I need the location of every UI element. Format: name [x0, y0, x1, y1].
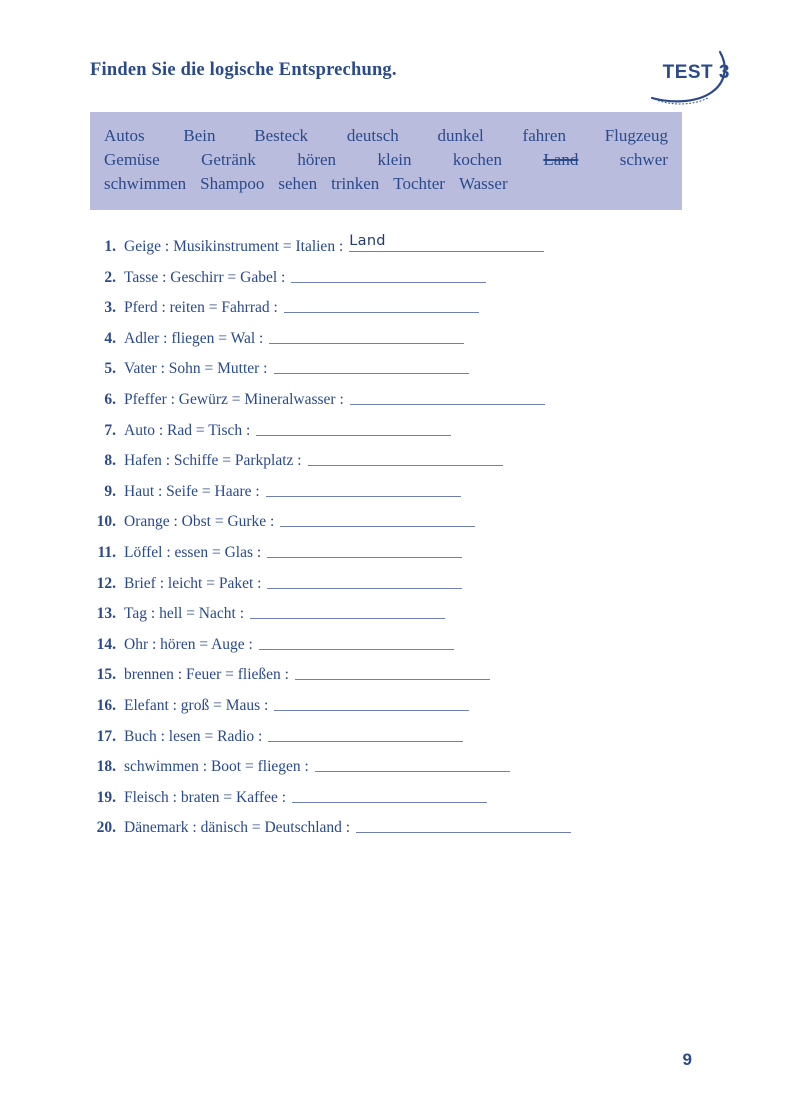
exercise-number: 9. [104, 482, 116, 500]
exercise-number: 7. [104, 421, 116, 439]
exercise-prompt: Vater : Sohn = Mutter : [124, 360, 268, 378]
word-bank-row [104, 124, 668, 148]
exercise-number: 13. [96, 605, 116, 623]
answer-blank[interactable] [308, 451, 503, 466]
answer-blank[interactable] [266, 482, 461, 497]
exercise-number: 11. [97, 543, 116, 561]
test-number-badge: TEST 3 [662, 62, 730, 83]
exercise-prompt: Tasse : Geschirr = Gabel : [124, 268, 286, 286]
exercise-prompt: Brief : leicht = Paket : [124, 574, 262, 592]
exercise-item [90, 573, 730, 604]
word-bank-item[interactable]: kochen [452, 150, 502, 170]
answer-blank[interactable] [274, 359, 469, 374]
word-bank-item[interactable]: trinken [331, 174, 380, 194]
answer-blank[interactable] [250, 604, 445, 619]
exercise-item [90, 389, 730, 420]
exercise-prompt: schwimmen : Boot = fliegen : [124, 758, 309, 776]
exercise-item [90, 420, 730, 451]
word-bank-item[interactable]: Flugzeug [604, 126, 668, 145]
exercise-prompt: Löffel : essen = Glas : [124, 543, 262, 561]
word-bank-item[interactable]: Bein [183, 126, 216, 145]
exercise-number: 2. [104, 268, 116, 286]
exercise-item [90, 726, 730, 757]
word-bank-item[interactable]: dunkel [437, 126, 484, 145]
exercise-number: 15. [96, 666, 116, 684]
exercise-item [90, 756, 730, 787]
page-header [90, 60, 730, 96]
exercise-prompt: Tag : hell = Nacht : [124, 605, 244, 623]
answer-blank[interactable] [350, 390, 545, 405]
word-bank-item[interactable]: Autos [104, 126, 145, 145]
word-bank-item[interactable]: Besteck [254, 126, 309, 145]
word-bank-item[interactable]: fahren [522, 126, 566, 145]
word-bank-item[interactable]: Tochter [393, 174, 445, 194]
word-bank-item[interactable]: schwimmen [104, 174, 187, 194]
exercise-number: 17. [96, 727, 116, 745]
exercise-prompt: Fleisch : braten = Kaffee : [124, 788, 287, 806]
exercise-number: 14. [96, 635, 116, 653]
exercise-item [90, 233, 730, 267]
exercise-prompt: Hafen : Schiffe = Parkplatz : [124, 452, 302, 470]
exercise-prompt: Pfeffer : Gewürz = Mineralwasser : [124, 390, 344, 408]
word-bank-row [104, 172, 668, 196]
word-bank-item[interactable]: Wasser [458, 174, 508, 194]
page-number: 9 [682, 1050, 692, 1069]
exercise-item [90, 297, 730, 328]
answer-blank[interactable] [267, 574, 462, 589]
answer-blank[interactable] [284, 298, 479, 313]
exercise-prompt: Buch : lesen = Radio : [124, 727, 263, 745]
exercise-prompt: Auto : Rad = Tisch : [124, 421, 251, 439]
exercise-item [90, 817, 730, 848]
word-bank-item[interactable]: klein [377, 150, 412, 170]
exercise-number: 4. [104, 329, 116, 347]
exercise-item [90, 603, 730, 634]
word-bank-item[interactable]: deutsch [346, 126, 399, 145]
exercise-number: 10. [96, 513, 116, 531]
exercise-item [90, 267, 730, 298]
answer-blank[interactable] [349, 233, 544, 252]
exercise-prompt: Geige : Musikinstrument = Italien : [124, 238, 344, 255]
answer-blank[interactable] [315, 757, 510, 772]
exercise-number: 8. [104, 452, 116, 470]
exercise-prompt: brennen : Feuer = fließen : [124, 666, 289, 684]
exercise-number: 19. [96, 788, 116, 806]
word-bank-item[interactable]: sehen [278, 174, 318, 194]
answer-blank[interactable] [280, 512, 475, 527]
exercise-number: 6. [104, 390, 116, 408]
exercise-item [90, 542, 730, 573]
answer-blank[interactable] [291, 268, 486, 283]
exercise-prompt: Elefant : groß = Maus : [124, 696, 269, 714]
answer-blank[interactable] [269, 329, 464, 344]
exercise-number: 20. [96, 819, 116, 837]
answer-text: Land [349, 233, 386, 249]
answer-blank[interactable] [274, 696, 469, 711]
exercise-item [90, 695, 730, 726]
word-bank-row [104, 148, 668, 172]
exercise-item [90, 328, 730, 359]
answer-blank[interactable] [267, 543, 462, 558]
exercise-prompt: Adler : fliegen = Wal : [124, 329, 264, 347]
exercise-item [90, 450, 730, 481]
exercise-item [90, 634, 730, 665]
exercise-prompt: Pferd : reiten = Fahrrad : [124, 299, 278, 317]
exercise-item [90, 511, 730, 542]
word-bank-item[interactable]: schwer [619, 150, 668, 170]
answer-blank[interactable] [292, 788, 487, 803]
exercise-prompt: Ohr : hören = Auge : [124, 635, 253, 653]
answer-blank[interactable] [268, 727, 463, 742]
exercise-item [90, 481, 730, 512]
word-bank-item[interactable]: Getränk [201, 150, 256, 170]
page-title: Finden Sie die logische Entsprechung. [90, 60, 397, 80]
exercise-item [90, 787, 730, 818]
answer-blank[interactable] [256, 421, 451, 436]
exercise-number: 1. [104, 238, 116, 255]
answer-blank[interactable] [356, 818, 571, 833]
exercise-number: 18. [96, 758, 116, 776]
exercise-prompt: Haut : Seife = Haare : [124, 482, 260, 500]
exercise-prompt: Orange : Obst = Gurke : [124, 513, 275, 531]
word-bank-item[interactable]: Land [543, 150, 579, 170]
word-bank-item[interactable]: Gemüse [104, 150, 160, 170]
exercise-item [90, 664, 730, 695]
answer-blank[interactable] [295, 665, 490, 680]
word-bank-item[interactable]: Shampoo [200, 174, 265, 194]
exercise-number: 12. [96, 574, 116, 592]
exercise-item [90, 358, 730, 389]
exercise-number: 5. [104, 360, 116, 378]
exercise-prompt: Dänemark : dänisch = Deutschland : [124, 819, 351, 837]
answer-blank[interactable] [259, 635, 454, 650]
exercise-number: 16. [96, 696, 116, 714]
word-bank [90, 112, 682, 210]
word-bank-item[interactable]: hören [297, 150, 337, 170]
exercise-list [90, 233, 730, 848]
exercise-number: 3. [104, 299, 116, 317]
